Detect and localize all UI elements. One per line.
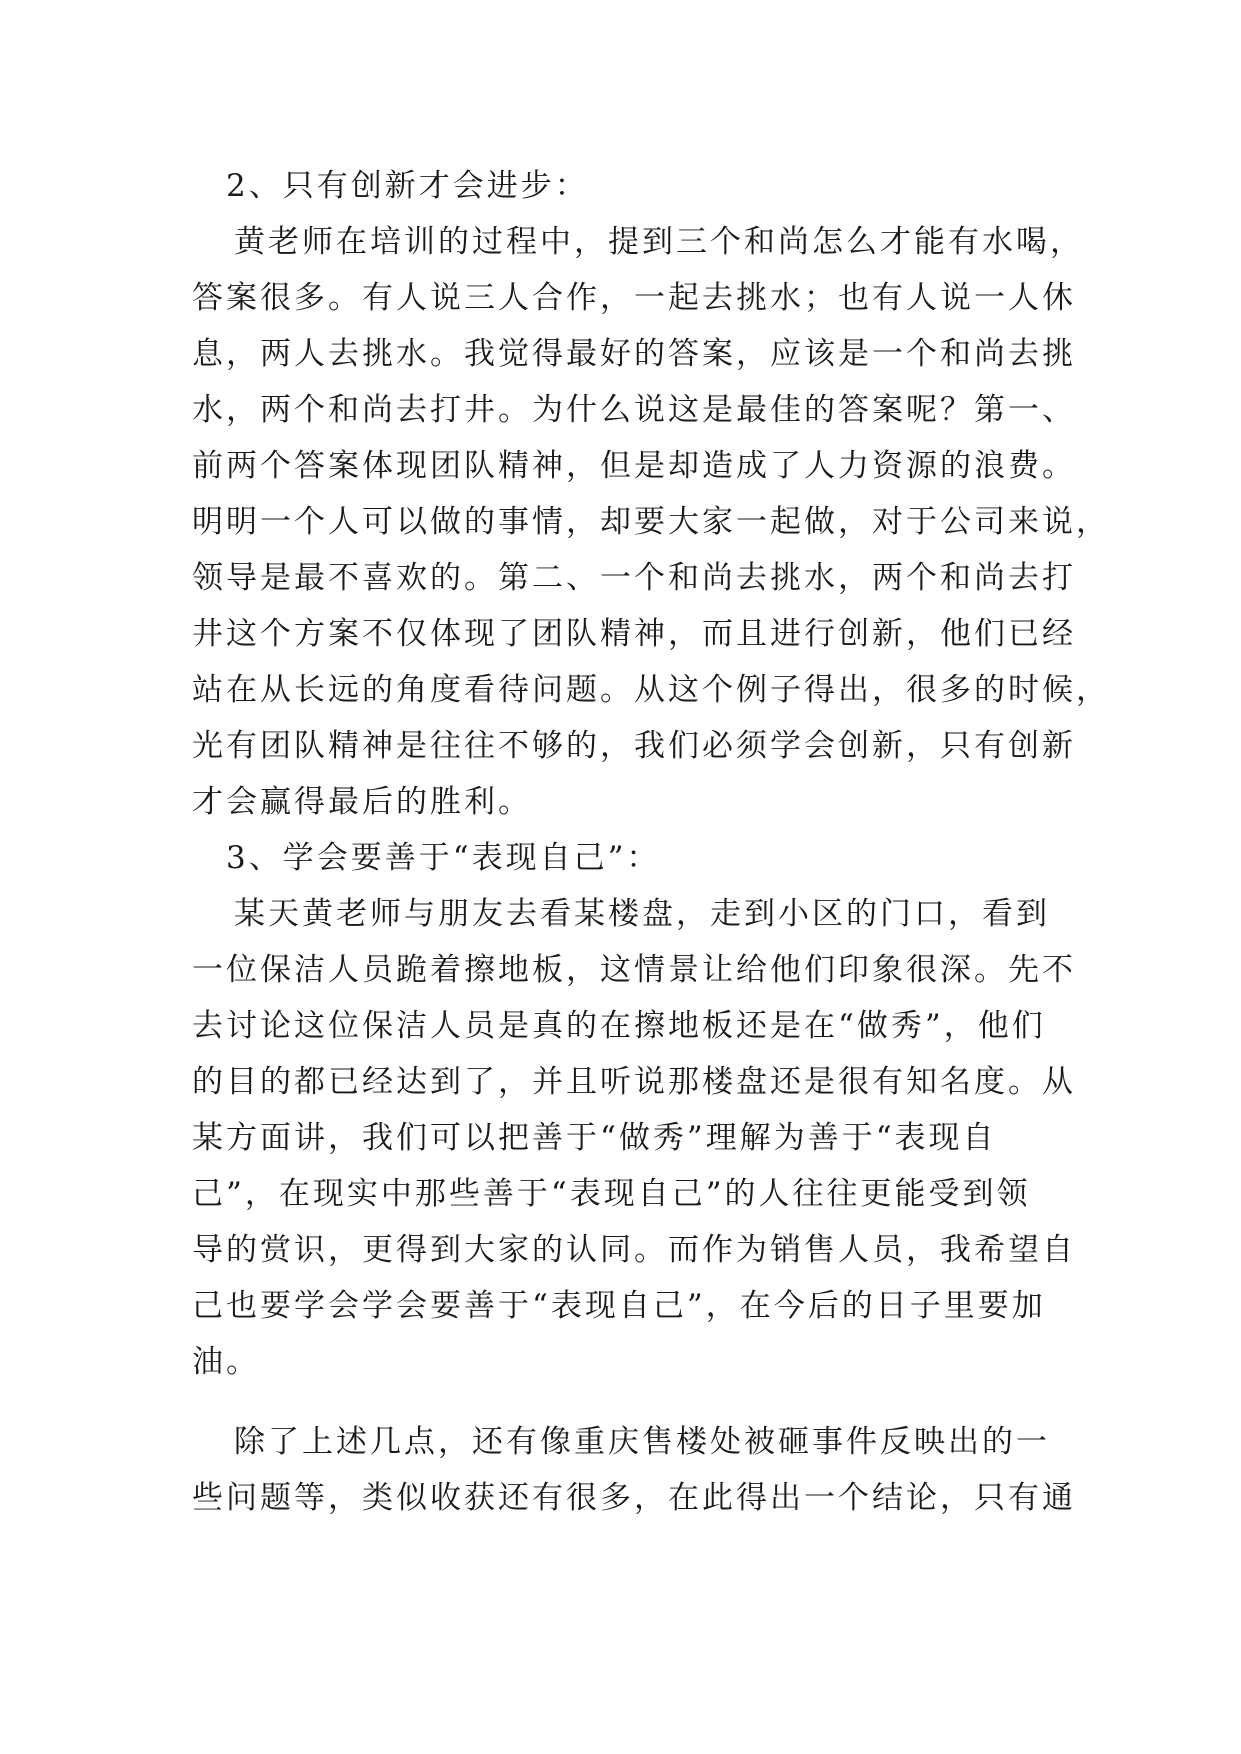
paragraph-line: 的目的都已经达到了，并且听说那楼盘还是很有知名度。从 [192, 1064, 1076, 1100]
paragraph-line: 己也要学会学会要善于“表现自己”，在今后的日子里要加 [192, 1288, 1046, 1324]
paragraph-line: 息，两人去挑水。我觉得最好的答案，应该是一个和尚去挑 [192, 336, 1076, 372]
paragraph-line: 黄老师在培训的过程中，提到三个和尚怎么才能有水喝， [234, 224, 1084, 260]
paragraph-line: 答案很多。有人说三人合作，一起去挑水；也有人说一人休 [192, 280, 1076, 316]
paragraph-line: 己”，在现实中那些善于“表现自己”的人往往更能受到领 [192, 1176, 1031, 1212]
paragraph-line: 井这个方案不仅体现了团队精神，而且进行创新，他们已经 [192, 616, 1076, 652]
paragraph-line: 才会赢得最后的胜利。 [192, 784, 532, 820]
section-heading-2: 2、只有创新才会进步： [226, 168, 589, 204]
paragraph-line: 导的赏识，更得到大家的认同。而作为销售人员，我希望自 [192, 1232, 1076, 1268]
paragraph-line: 明明一个人可以做的事情，却要大家一起做，对于公司来说， [192, 504, 1110, 540]
paragraph-line: 前两个答案体现团队精神，但是却造成了人力资源的浪费。 [192, 448, 1076, 484]
paragraph-line: 某天黄老师与朋友去看某楼盘，走到小区的门口，看到 [234, 896, 1050, 932]
paragraph-line: 去讨论这位保洁人员是真的在擦地板还是在“做秀”，他们 [192, 1008, 1046, 1044]
section-heading-3: 3、学会要善于“表现自己”： [226, 840, 661, 876]
paragraph-line: 除了上述几点，还有像重庆售楼处被砸事件反映出的一 [234, 1424, 1050, 1460]
paragraph-line: 油。 [192, 1344, 260, 1380]
paragraph-line: 些问题等，类似收获还有很多，在此得出一个结论，只有通 [192, 1480, 1076, 1516]
paragraph-line: 一位保洁人员跪着擦地板，这情景让给他们印象很深。先不 [192, 952, 1076, 988]
paragraph-line: 光有团队精神是往往不够的，我们必须学会创新，只有创新 [192, 728, 1076, 764]
paragraph-line: 站在从长远的角度看待问题。从这个例子得出，很多的时候， [192, 672, 1110, 708]
paragraph-line: 水，两个和尚去打井。为什么说这是最佳的答案呢？第一、 [192, 392, 1076, 428]
paragraph-line: 某方面讲，我们可以把善于“做秀”理解为善于“表现自 [192, 1120, 997, 1156]
paragraph-line: 领导是最不喜欢的。第二、一个和尚去挑水，两个和尚去打 [192, 560, 1076, 596]
